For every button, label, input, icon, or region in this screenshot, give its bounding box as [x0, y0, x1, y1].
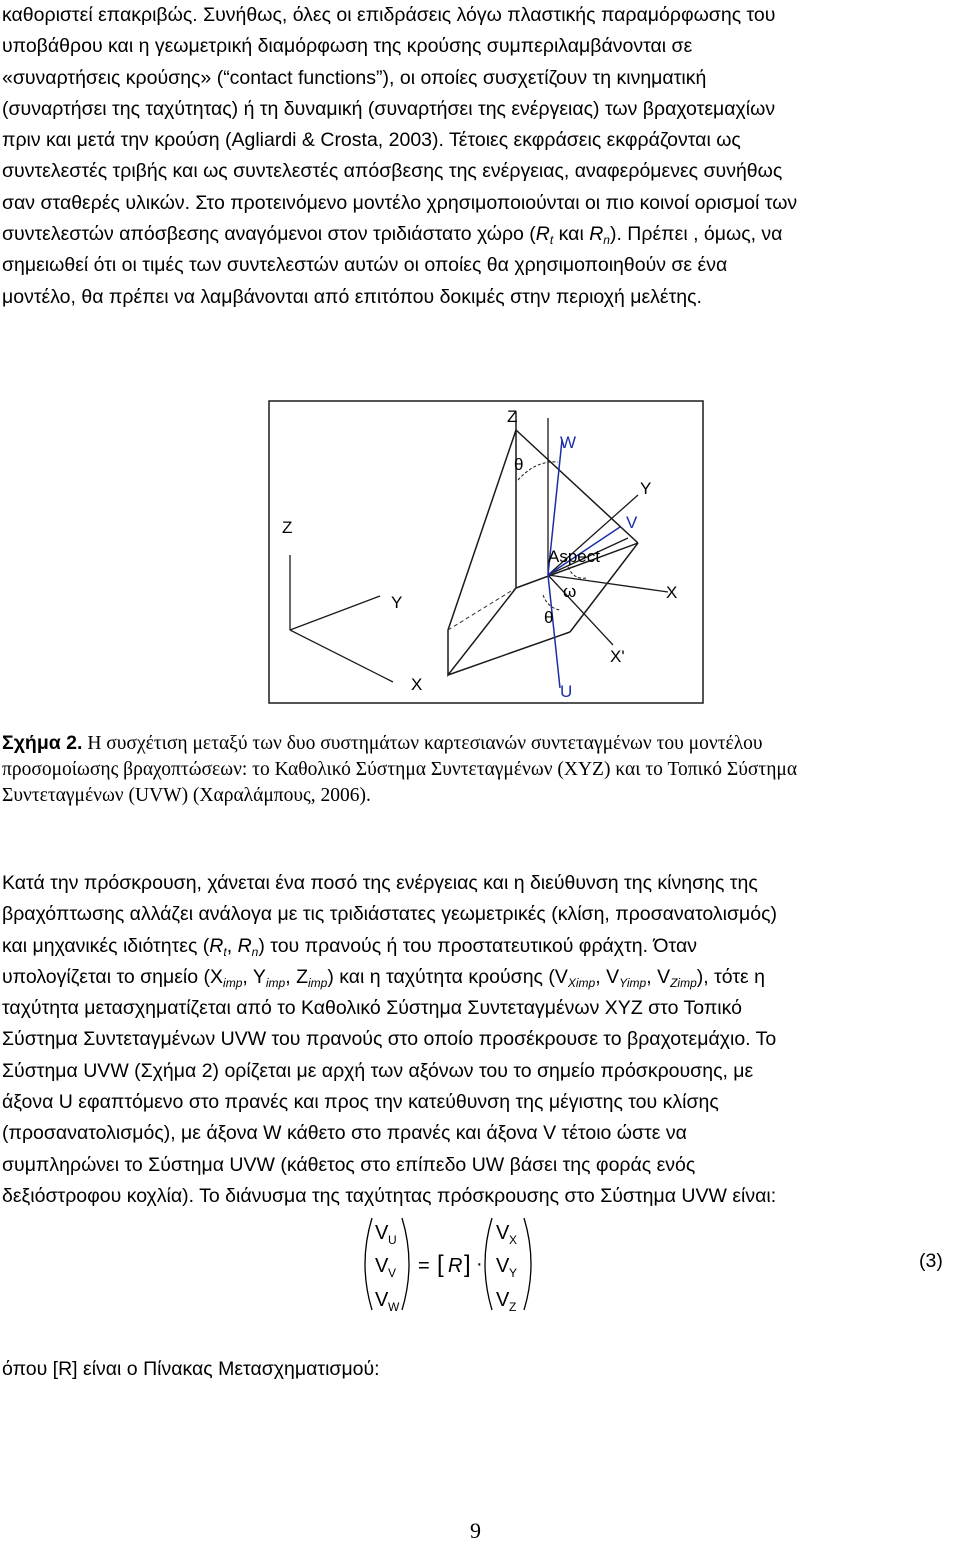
text-line: μοντέλο, θα πρέπει να λαμβάνονται από επιτόπου δοκιμές στην περιοχή μελέτης. — [2, 285, 702, 308]
left-bracket — [485, 1218, 492, 1310]
axis-label-z: Z — [507, 407, 518, 426]
figure-frame — [269, 401, 703, 703]
matrix-close-bracket: ] — [464, 1251, 471, 1278]
text-line: υπολογίζεται το σημείο ($X_{imp}$, $Y_{imp}$, $Z_{imp}$) και η ταχύτητα κρούσης ($V_{Ximp}$, $V_{Yimp}$, $V_{Zimp}$), τότε η — [2, 965, 766, 990]
text-line: πριν και μετά την κρούση (Agliardi & Crosta, 2003). Τέτοιες εκφράσεις εκφράζονται ως — [2, 129, 741, 152]
text-line: Σύστημα Συντεταγμένων UVW του πρανούς στο οποίο προσέκρουσε το βραχοτεμάχιο. Το — [2, 1028, 777, 1051]
figure-2-diagram — [268, 400, 704, 704]
page-number: 9 — [470, 1518, 481, 1543]
axis-label-x-prime: X' — [610, 647, 625, 666]
symbol-R: R — [535, 223, 550, 246]
text-line: βραχόπτωσης αλλάζει ανάλογα με τις τριδιάστατες γεωμετρικές (κλίση, προσανατολισμός) — [2, 903, 777, 926]
matrix-open-bracket: [ — [437, 1251, 444, 1278]
coordinate-systems-diagram — [268, 400, 704, 704]
text-run: και — [553, 223, 590, 246]
symbol-R: R — [209, 934, 224, 957]
caption-text: Συντεταγμένων (UVW) (Χαραλάμπους, 2006). — [2, 785, 371, 806]
axis-label-x: X — [411, 675, 423, 694]
equals-sign: = — [418, 1255, 430, 1277]
rhs-v: V — [496, 1222, 510, 1244]
rhs-sub: Z — [509, 1300, 517, 1314]
rhs-sub: Y — [509, 1266, 518, 1280]
paragraph-2 — [2, 868, 956, 1212]
angle-label-omega: ω — [563, 582, 577, 601]
axis-label-z: Z — [282, 518, 293, 537]
rhs-sub: X — [509, 1233, 518, 1247]
subscript: imp — [308, 975, 328, 990]
symbol-R: R — [589, 223, 604, 246]
text-line: (συναρτήσει της ταχύτητας) ή τη δυναμική (συναρτήσει της ενέργειας) των βραχοτεμαχίων — [2, 97, 776, 120]
axis-label-y: Y — [640, 479, 652, 498]
text-run: ) και η ταχύτητα κρούσης ( — [327, 965, 555, 988]
matrix-equation — [0, 1212, 960, 1322]
axis-label-x: X — [666, 583, 678, 602]
text-line: άξονα U εφαπτόμενο στο πρανές και προς την κατεύθυνση της μέγιστης του κλίσης — [2, 1091, 719, 1114]
right-bracket — [524, 1218, 531, 1310]
lhs-sub: V — [388, 1266, 397, 1280]
caption-label: Σχήμα 2. — [2, 732, 83, 754]
text-line — [2, 931, 956, 962]
equation-number: (3) — [919, 1250, 943, 1272]
dot-operator: · — [476, 1253, 483, 1275]
symbol: V — [554, 965, 568, 988]
text-line: δεξιόστροφου κοχλία). Το διάνυσμα της ταχύτητας πρόσκρουσης στο Σύστημα UVW είναι: — [2, 1184, 777, 1207]
text-line: (προσανατολισμός), με άξονα W κάθετο στο πρανές και άξονα V τέτοιο ώστε να — [2, 1122, 687, 1145]
symbol: V — [606, 965, 620, 988]
text-line: καθοριστεί επακριβώς. Συνήθως, όλες οι επιδράσεις λόγω πλαστικής παραμόρφωσης του — [2, 4, 776, 26]
paragraph-1 — [2, 0, 956, 313]
subscript: Zimp — [670, 975, 697, 990]
text-line: συντελεστές τριβής και ως συντελεστές απόσβεσης της ενέργειας, αναφερόμενες συνήθως — [2, 160, 783, 183]
subscript: Yimp — [619, 975, 647, 990]
axis-label-w: W — [560, 433, 577, 452]
text-line: Σύστημα UVW (Σχήμα 2) ορίζεται με αρχή των αξόνων του το σημείο πρόσκρουσης, με — [2, 1059, 754, 1082]
symbol: Z — [296, 965, 308, 988]
matrix-R: R — [448, 1255, 463, 1277]
text-run: και μηχανικές ιδιότητες ( — [2, 934, 210, 957]
subscript: Ximp — [567, 975, 596, 990]
text-line: σαν σταθερές υλικών. Στο προτεινόμενο μοντέλο χρησιμοποιούνται οι πιο κοινοί ορισμοί των — [2, 191, 798, 214]
caption-text: Η συσχέτιση μεταξύ των δυο συστημάτων καρτεσιανών συντεταγμένων του μοντέλου — [82, 733, 763, 754]
figure-caption — [2, 730, 932, 809]
text-run: συντελεστών απόσβεσης αναγόμενοι στον τριδιάστατο χώρο ( — [2, 223, 536, 246]
aspect-label: Aspect — [548, 547, 600, 566]
axis-label-u: U — [560, 682, 573, 701]
left-bracket — [365, 1218, 372, 1310]
lhs-v: V — [375, 1289, 389, 1311]
rhs-v: V — [496, 1255, 510, 1277]
text-run: , — [226, 934, 238, 957]
symbol: X — [210, 965, 224, 988]
symbol-R: R — [237, 934, 252, 957]
subscript-n: n — [251, 944, 259, 959]
caption-text: προσομοίωσης βραχοπτώσεων: το Καθολικό Σύστημα Συντεταγμένων (XYZ) και το Τοπικό Σύστημα — [2, 759, 798, 780]
axis-label-v: V — [626, 513, 638, 532]
rhs-v: V — [496, 1289, 510, 1311]
text-line: συμπληρώνει το Σύστημα UVW (κάθετος στο επίπεδο UW βάσει της φοράς ενός — [2, 1153, 696, 1176]
angle-label-theta: θ — [514, 455, 524, 474]
text-run: υπολογίζεται το σημείο ( — [2, 965, 211, 988]
symbol: Y — [252, 965, 266, 988]
text-line: Κατά την πρόσκρουση, χάνεται ένα ποσό της ενέργειας και η διεύθυνση της κίνησης της — [2, 872, 758, 894]
text-line: ταχύτητα μετασχηματίζεται από το Καθολικό Σύστημα Συντεταγμένων XYZ στο Τοπικό — [2, 997, 743, 1020]
subscript: imp — [265, 975, 286, 990]
subscript-n: n — [603, 233, 610, 248]
axis-label-y: Y — [391, 593, 403, 612]
symbol: V — [657, 965, 671, 988]
right-bracket — [402, 1218, 409, 1310]
angle-label-theta: θ — [544, 608, 554, 627]
text-line: σημειωθεί ότι οι τιμές των συντελεστών αυτών οι οποίες θα χρησιμοποιηθούν σε ένα — [2, 254, 728, 277]
lhs-v: V — [375, 1222, 389, 1244]
text-line — [2, 219, 956, 250]
text-line: «συναρτήσεις κρούσης» (“contact functions”), οι οποίες συσχετίζουν τη κινηματική — [2, 66, 707, 89]
lhs-sub: W — [388, 1300, 400, 1314]
subscript: imp — [223, 975, 243, 990]
lhs-v: V — [375, 1255, 389, 1277]
lhs-sub: U — [388, 1233, 397, 1247]
text-run: ). Πρέπει , όμως, να — [609, 223, 783, 246]
subscript-t: t — [549, 233, 554, 248]
subscript-t: t — [223, 944, 227, 959]
text-run: ), τότε η — [696, 965, 766, 988]
text-run: ) του πρανούς ή του προστατευτικού φράχτη. Όταν — [258, 934, 697, 957]
equation-3 — [0, 1212, 960, 1322]
text-line: υποβάθρου και η γεωμετρική διαμόρφωση της κρούσης συμπεριλαμβάνονται σε — [2, 35, 693, 58]
transformation-matrix-intro: όπου [R] είναι ο Πίνακας Μετασχηματισμού: — [2, 1358, 380, 1380]
